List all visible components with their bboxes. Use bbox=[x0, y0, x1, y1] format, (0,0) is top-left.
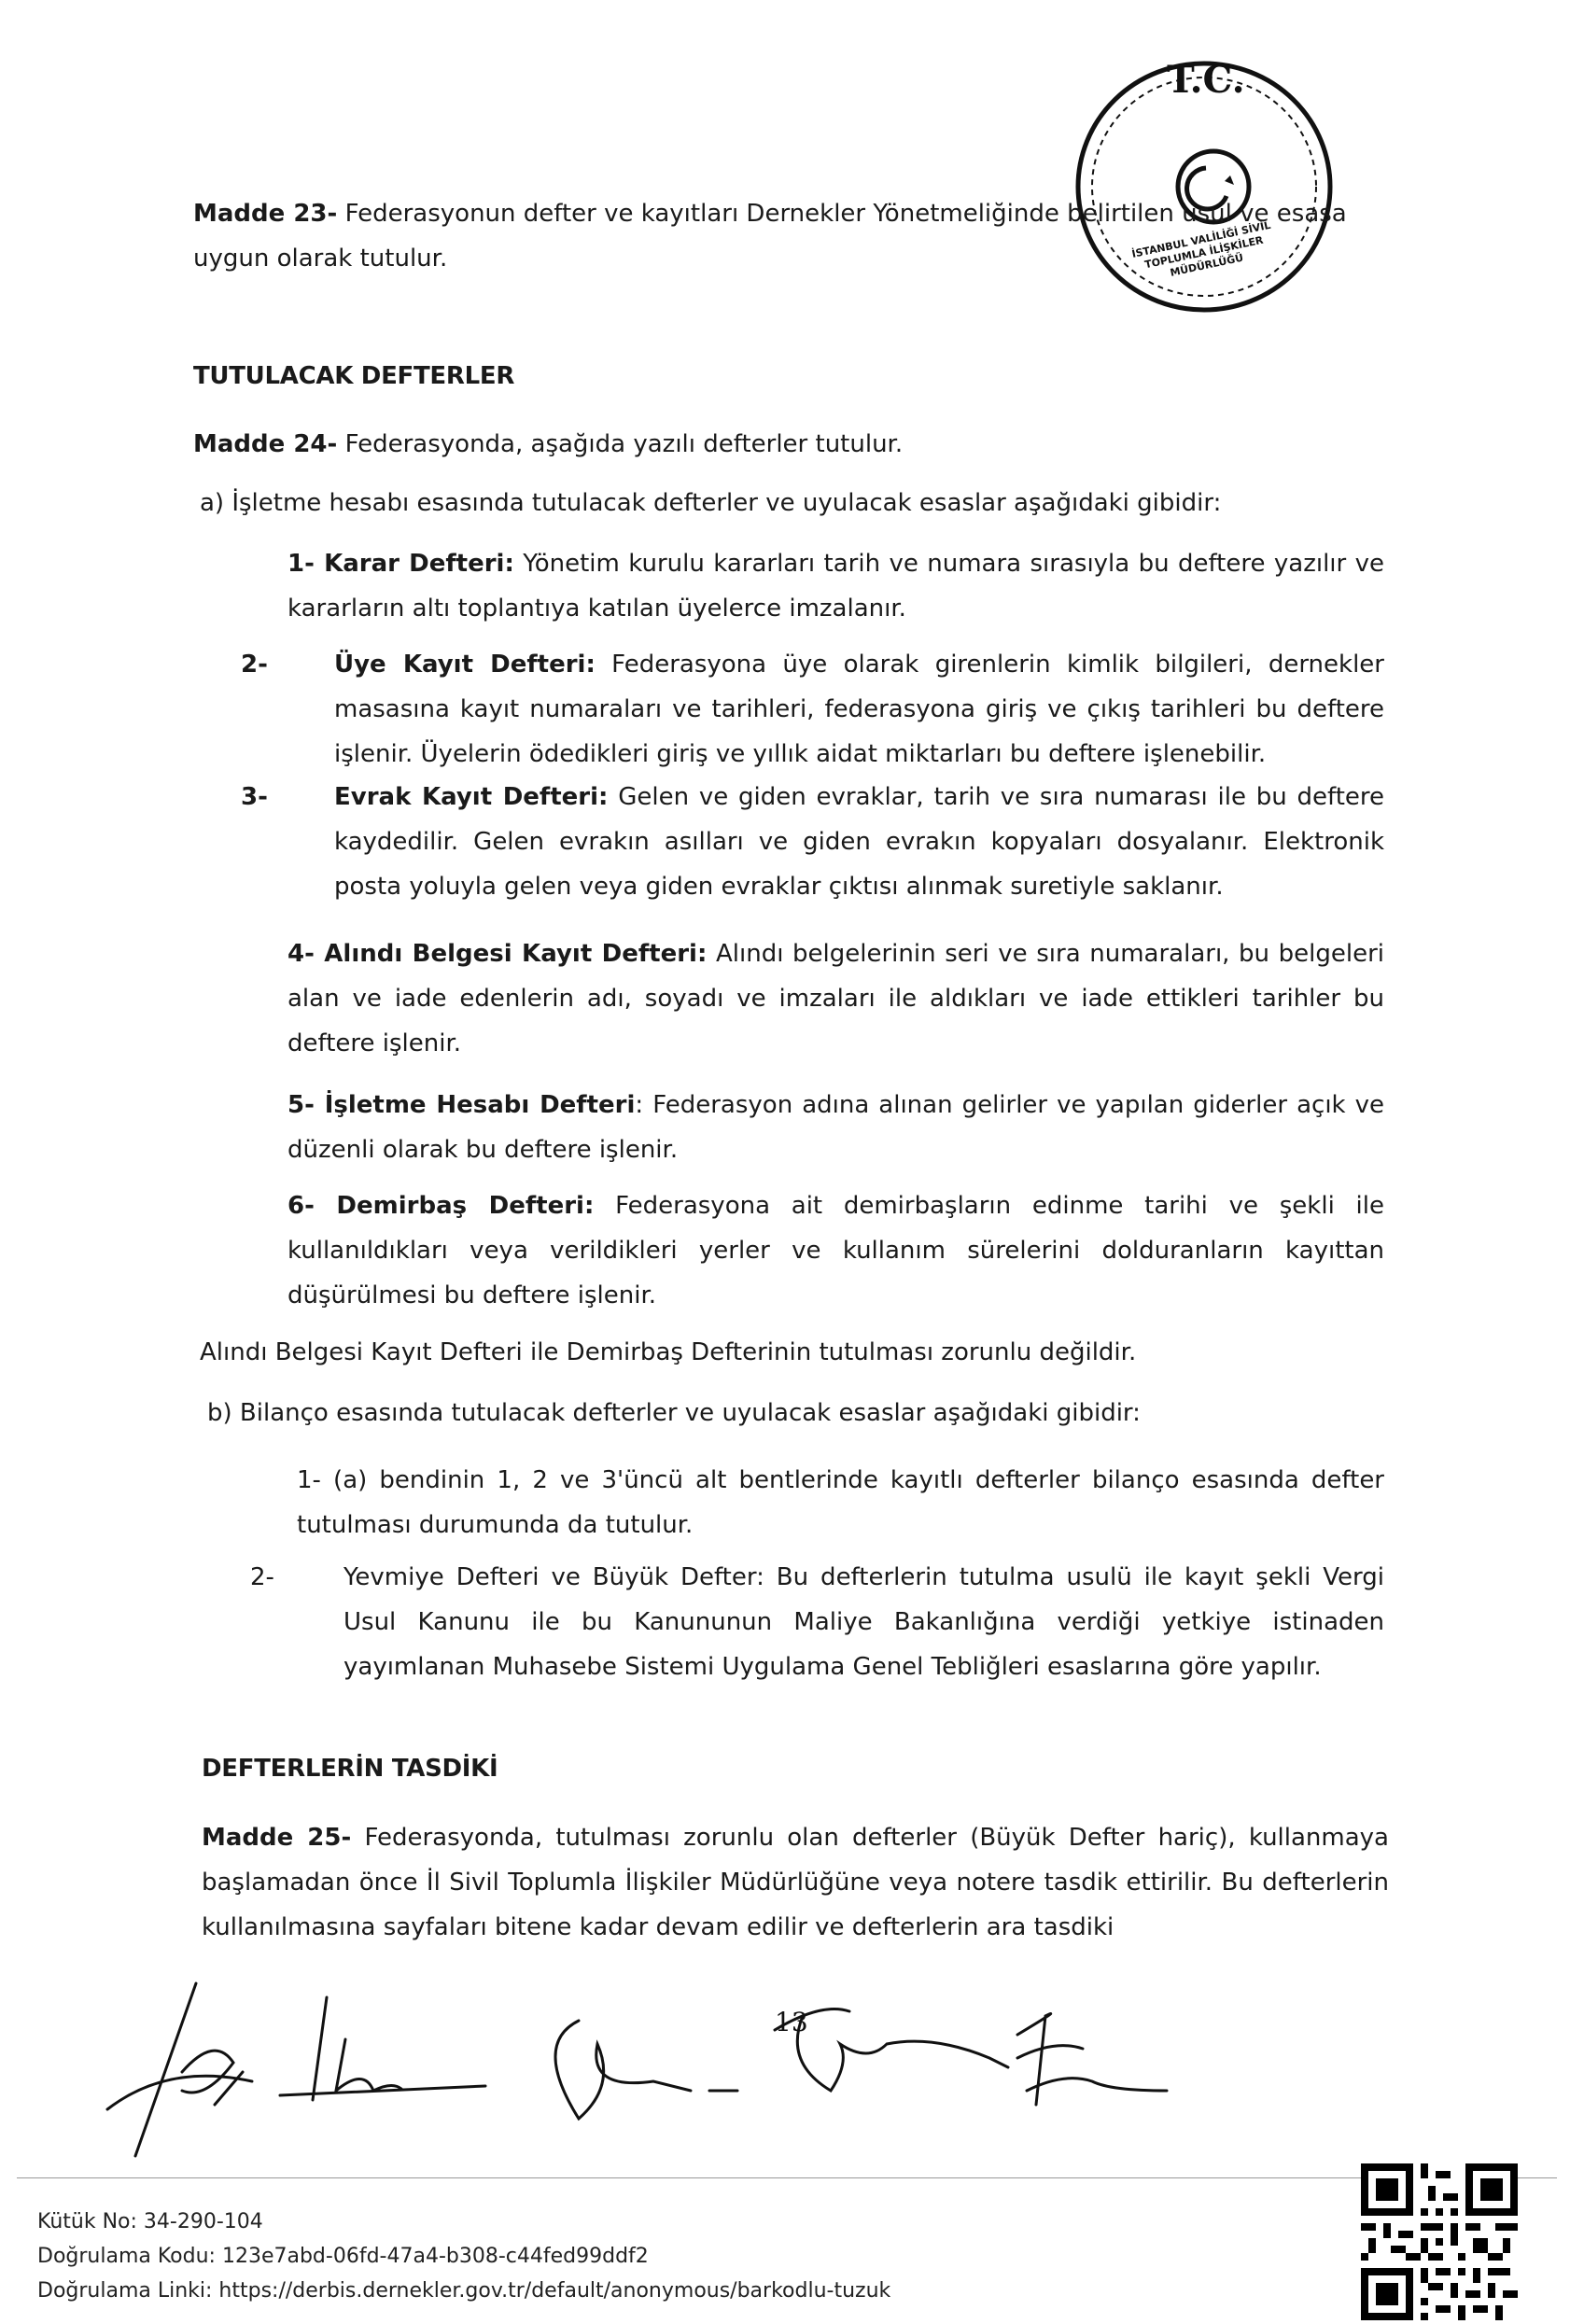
item-a2-text: Federasyona üye olarak girenlerin kimlik bilgileri, dernekler masasına kayıt numaraları ve tarihleri, federasyona giriş ve çıkış tarihleri bu deftere işlenir. Üyelerin ödedikleri giriş ve yıllık aidat miktarları bu deftere işlenebilir. bbox=[334, 651, 1384, 768]
section-heading-tutulacak-defterler: TUTULACAK DEFTERLER bbox=[193, 362, 515, 390]
stamp-ring-text: İSTANBUL VALİLİĞİ SİVİL TOPLUMLA İLİŞKİLER MÜDÜRLÜĞÜ bbox=[1130, 218, 1272, 279]
item-a1-karar-defteri bbox=[287, 541, 1384, 631]
item-a4-text: Alındı belgelerinin seri ve sıra numaraları, bu belgeleri alan ve iade edenlerin adı, soyadı ve imzaları ile aldıkları ve iade ettikleri tarihler bu deftere işlenir. bbox=[287, 940, 1385, 1057]
item-a1-text: Yönetim kurulu kararları tarih ve numara sırasıyla bu deftere yazılır ve kararların altı toplantıya katılan üyelerce imzalanır. bbox=[287, 550, 1385, 623]
item-a3-text: Gelen ve giden evraklar, tarih ve sıra numarası ile bu deftere kaydedilir. Gelen evrakın asılları ve giden evrakın kopyaları dosyalanır. Elektronik posta yoluyla gelen veya giden evraklar çıktısı alınmak suretiyle saklanır. bbox=[334, 783, 1385, 901]
item-a2-label: Üye Kayıt Defteri: bbox=[334, 651, 596, 679]
footer-kutuk-no: Kütük No: 34-290-104 bbox=[37, 2210, 263, 2233]
madde-24-text: Federasyonda, aşağıda yazılı defterler tutulur. bbox=[337, 430, 904, 458]
item-a4-alindi-belgesi bbox=[287, 931, 1384, 1066]
item-b2-number: 2- bbox=[250, 1563, 274, 1591]
official-stamp bbox=[1064, 47, 1344, 327]
item-a5-isletme-hesabi bbox=[287, 1083, 1384, 1172]
madde-24-label: Madde 24- bbox=[193, 430, 338, 458]
page-number: 13 bbox=[775, 2007, 808, 2037]
note-zorunlu-degil: Alındı Belgesi Kayıt Defteri ile Demirbaş Defterinin tutulması zorunlu değildir. bbox=[200, 1338, 1137, 1366]
section-b-intro: b) Bilanço esasında tutulacak defterler ve uyulacak esaslar aşağıdaki gibidir: bbox=[207, 1399, 1141, 1427]
signatures bbox=[93, 1951, 1213, 2165]
item-a2-number: 2- bbox=[241, 651, 268, 679]
item-b2 bbox=[250, 1555, 1384, 1689]
item-a3-evrak-kayit-defteri bbox=[241, 775, 1385, 909]
section-heading-defterlerin-tasdiki: DEFTERLERİN TASDİKİ bbox=[202, 1755, 498, 1783]
item-b2-text: Yevmiye Defteri ve Büyük Defter: Bu defterlerin tutulma usulü ile kayıt şekli Vergi Usul Kanunu ile bu Kanununun Maliye Bakanlığına verdiği yetkiye istinaden yayımlanan Muhasebe Sistemi Uygulama Genel Tebliğleri esaslarına göre yapılır. bbox=[343, 1563, 1384, 1681]
madde-23-label: Madde 23- bbox=[193, 200, 338, 228]
madde-25-text: Federasyonda, tutulması zorunlu olan defterler (Büyük Defter hariç), kullanmaya başlamadan önce İl Sivil Toplumla İlişkiler Müdürlüğüne veya notere tasdik ettirilir. Bu defterlerin kullanılmasına sayfaları bitene kadar devam edilir ve defterlerin ara tasdiki bbox=[202, 1824, 1389, 1941]
item-a3-label: Evrak Kayıt Defteri: bbox=[334, 783, 609, 811]
footer-dogrulama-kodu: Doğrulama Kodu: 123e7abd-06fd-47a4-b308-c44fed99ddf2 bbox=[37, 2245, 649, 2268]
qr-code-icon bbox=[1361, 2163, 1518, 2320]
madde-23-text-1: Federasyonun defter ve kayıtları Dernekler Yönetmeliğinde belirtilen usul ve esasa bbox=[337, 200, 1347, 228]
item-a2-uye-kayit-defteri bbox=[241, 642, 1384, 777]
footer-divider bbox=[17, 2177, 1557, 2178]
item-a3-number: 3- bbox=[241, 783, 268, 811]
item-a6-label: 6- Demirbaş Defteri: bbox=[287, 1192, 595, 1220]
item-a1-label: 1- Karar Defteri: bbox=[287, 550, 514, 578]
item-a4-label: 4- Alındı Belgesi Kayıt Defteri: bbox=[287, 940, 708, 968]
stamp-top-text: T.C. bbox=[1167, 58, 1245, 102]
madde-24 bbox=[193, 422, 1379, 467]
footer-dogrulama-linki: Doğrulama Linki: https://derbis.dernekler.gov.tr/default/anonymous/barkodlu-tuzuk bbox=[37, 2279, 891, 2303]
item-a5-label: 5- İşletme Hesabı Defteri bbox=[287, 1091, 636, 1119]
madde-25-label: Madde 25- bbox=[202, 1824, 352, 1852]
section-a-intro: a) İşletme hesabı esasında tutulacak defterler ve uyulacak esaslar aşağıdaki gibidir: bbox=[200, 489, 1222, 517]
item-a6-demirbas bbox=[287, 1183, 1384, 1318]
madde-25 bbox=[202, 1815, 1389, 1950]
item-a5-text: : Federasyon adına alınan gelirler ve yapılan giderler açık ve düzenli olarak bu deftere işlenir. bbox=[287, 1091, 1384, 1164]
item-b1: 1- (a) bendinin 1, 2 ve 3'üncü alt bentlerinde kayıtlı defterler bilanço esasında defter tutulması durumunda da tutulur. bbox=[297, 1466, 1384, 1539]
madde-23-text-2: uygun olarak tutulur. bbox=[193, 245, 448, 273]
item-a6-text: Federasyona ait demirbaşların edinme tarihi ve şekli ile kullanıldıkları veya verildikleri yerler ve kullanım sürelerini dolduranların kayıttan düşürülmesi bu deftere işlenir. bbox=[287, 1192, 1385, 1309]
madde-23 bbox=[193, 191, 1379, 281]
